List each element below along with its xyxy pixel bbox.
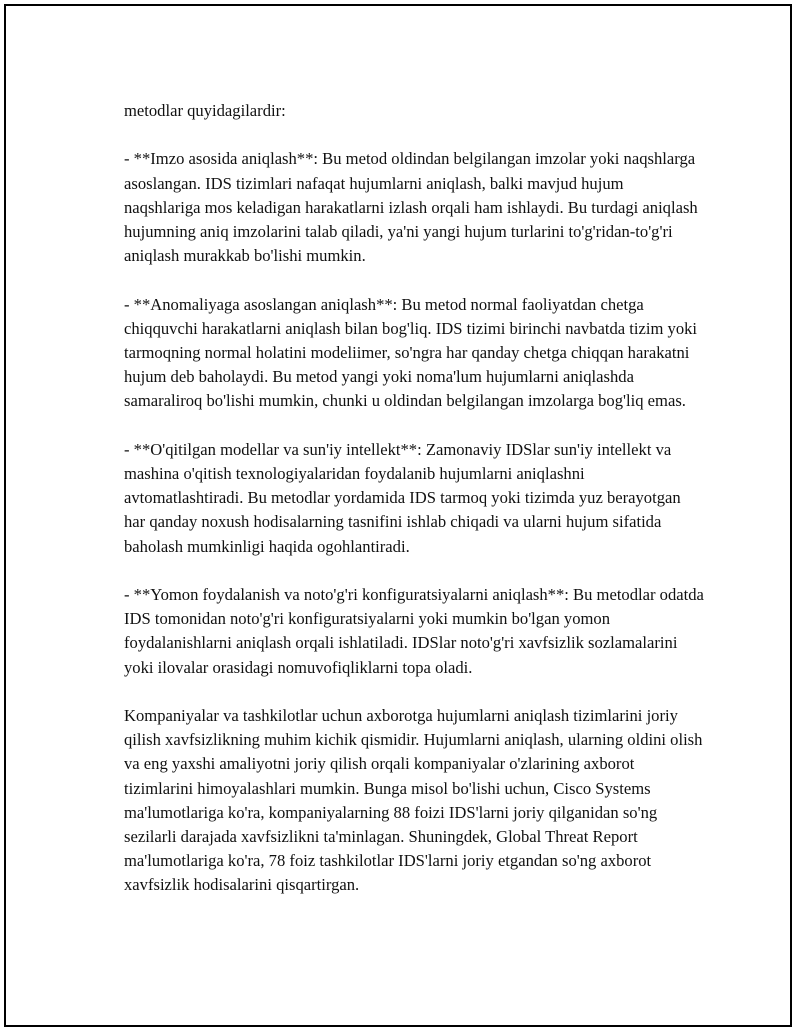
- paragraph-anomaly-detection: - **Anomaliyaga asoslangan aniqlash**: Bu metod normal faoliyatdan chetga chiqquvchi harakatlarni aniqlash bilan bog'liq. IDS tizimi birinchi navbatda tizim yoki tarmoqning normal holatini modeliimer, so'ngra har qanday chetga chiqqan harakatni hujum deb baholaydi. Bu metod yangi yoki noma'lum hujumlarni aniqlashda samaraliroq bo'lishi mumkin, chunki u oldindan belgilangan imzolarga bog'liq emas.: [124, 294, 698, 411]
- paragraph-signature-detection: - **Imzo asosida aniqlash**: Bu metod oldindan belgilangan imzolar yoki naqshlarga asoslangan. IDS tizimlari nafaqat hujumlarni aniqlash, balki mavjud hujum naqshlariga mos keladigan harakatlarni izlash orqali ham ishlaydi. Bu turdagi aniqlash hujumning aniq imzolarini talab qiladi, ya'ni yangi hujum turlarini to'g'ridan-to'g'ri aniqlash murakkab bo'lishi mumkin.: [124, 149, 698, 266]
- paragraph-misuse-detection: - **Yomon foydalanish va noto'g'ri konfiguratsiyalarni aniqlash**: Bu metodlar odatda IDS tomonidan noto'g'ri konfiguratsiyalarni yoki mumkin bo'lgan yomon foydalanishlarni aniqlash orqali ishlatiladi. IDSlar noto'g'ri xavfsizlik sozlamalarini yoki ilovalar orasidagi nomuvofiqliklarni topa oladi.: [124, 585, 704, 677]
- paragraph-conclusion: Kompaniyalar va tashkilotlar uchun axborotga hujumlarni aniqlash tizimlarini joriy qilish xavfsizlikning muhim kichik qismidir. Hujumlarni aniqlash, ularning oldini olish va eng yaxshi amaliyotni joriy qilish orqali kompaniyalar o'zlarining axborot tizimlarini himoyalashlari mumkin. Bunga misol bo'lishi uchun, Cisco Systems ma'lumotlariga ko'ra, kompaniyalarning 88 foizi IDS'larni joriy qilganidan so'ng sezilarli darajada xavfsizlikni ta'minlagan. Shuningdek, Global Threat Report ma'lumotlariga ko'ra, 78 foiz tashkilotlar IDS'larni joriy etgandan so'ng axborot xavfsizlik hodisalarini qisqartirgan.: [124, 706, 703, 895]
- paragraph-ai-models: - **O'qitilgan modellar va sun'iy intellekt**: Zamonaviy IDSlar sun'iy intellekt va mashina o'qitish texnologiyalaridan foydalanib hujumlarni aniqlashni avtomatlashtiradi. Bu metodlar yordamida IDS tarmoq yoki tizimda yuz berayotgan har qanday noxush hodisalarning tasnifini ishlab chiqadi va ularni hujum sifatida baholash mumkinligi haqida ogohlantiradi.: [124, 439, 681, 556]
- document-body: [124, 99, 704, 898]
- paragraph-intro: metodlar quyidagilardir:: [124, 101, 286, 120]
- page-frame: [4, 4, 792, 1027]
